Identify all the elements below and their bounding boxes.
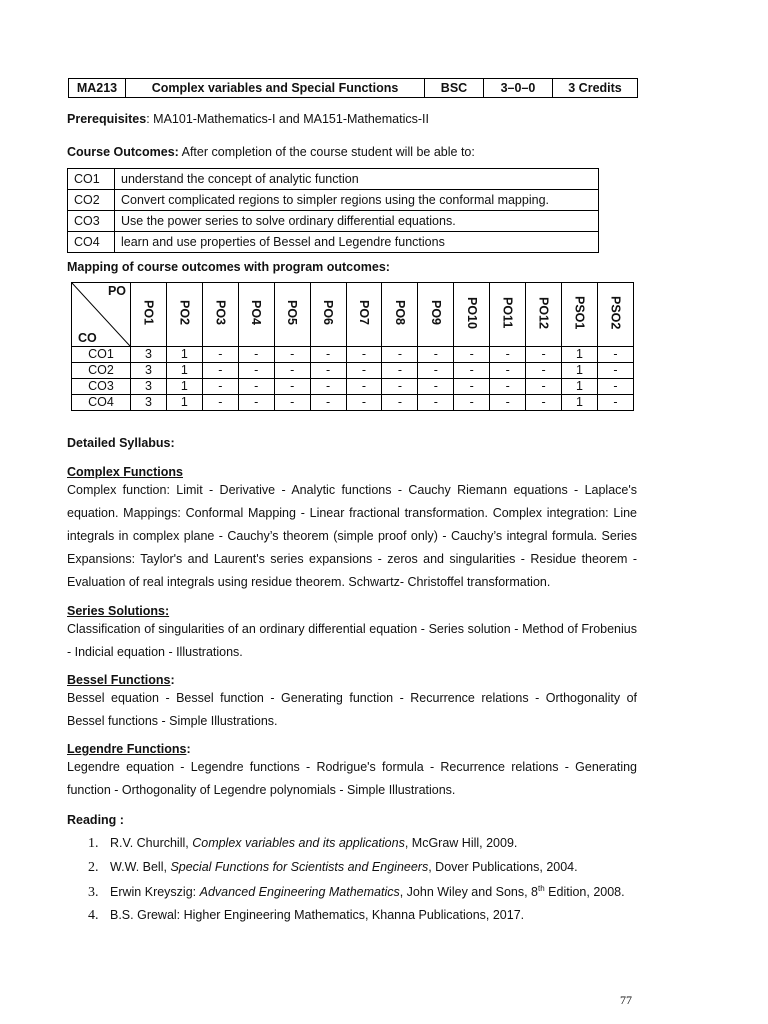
mapping-row [72, 395, 634, 411]
mapping-cell: - [597, 379, 633, 395]
mapping-column-header [310, 283, 346, 347]
reading-number: 3. [88, 885, 99, 901]
course-outcomes-intro-text: After completion of the course student will be able to: [178, 145, 475, 159]
mapping-cell: - [490, 379, 526, 395]
mapping-column-header [418, 283, 454, 347]
reading-author: B.S. Grewal: Higher Engineering Mathematics, Khanna Publications, 2017. [110, 908, 525, 922]
reading-publisher: , McGraw Hill, 2009. [404, 836, 518, 850]
mapping-cell: - [202, 395, 238, 411]
mapping-column-label: PSO1 [572, 296, 587, 330]
mapping-cell: - [454, 379, 490, 395]
co-text: understand the concept of analytic function [115, 169, 599, 190]
mapping-column-header [454, 283, 490, 347]
mapping-row-co: CO3 [72, 379, 131, 395]
mapping-cell: - [418, 347, 454, 363]
mapping-cell: - [526, 363, 562, 379]
reading-item [88, 884, 625, 901]
mapping-column-label: PO7 [356, 300, 371, 326]
section-complex-functions [67, 465, 637, 594]
mapping-column-header [382, 283, 418, 347]
course-code: MA213 [69, 79, 126, 98]
course-outcomes-intro [67, 145, 475, 159]
mapping-cell: - [526, 395, 562, 411]
mapping-cell: - [382, 395, 418, 411]
section-text: Complex function: Limit - Derivative - Analytic functions - Cauchy Riemann equations - Laplace's equation. Mappings: Conformal Mapping - Linear fractional transformation. Complex integration: Line integrals in complex plane - Cauchy’s theorem (simple proof only) - Cauchy’s integral formula. Series Expansions: Taylor's and Laurent's series expansions - zeros and singularities - Residue theorem - Evaluation of real integrals using residue theorem. Schwartz- Christoffel transformation. [67, 483, 637, 589]
section-title-suffix: : [186, 742, 191, 756]
mapping-cell: - [346, 347, 382, 363]
mapping-cell: - [490, 363, 526, 379]
detailed-syllabus-heading: Detailed Syllabus: [67, 436, 175, 450]
mapping-column-header [526, 283, 562, 347]
mapping-row [72, 379, 634, 395]
table-row [68, 169, 599, 190]
mapping-cell: - [490, 347, 526, 363]
course-ltp: 3–0–0 [484, 79, 553, 98]
mapping-cell: - [238, 363, 274, 379]
mapping-column-header [562, 283, 598, 347]
mapping-column-header [597, 283, 633, 347]
mapping-cell: - [597, 363, 633, 379]
prerequisites [67, 112, 429, 126]
mapping-column-header [166, 283, 202, 347]
section-title: Complex Functions [67, 465, 183, 479]
mapping-cell: - [310, 379, 346, 395]
mapping-header-row [72, 283, 634, 347]
mapping-cell: - [454, 363, 490, 379]
mapping-column-header [490, 283, 526, 347]
course-outcomes-label: Course Outcomes: [67, 145, 179, 159]
reading-number: 1. [88, 836, 99, 851]
mapping-cell: - [238, 379, 274, 395]
section-bessel-functions [67, 673, 637, 733]
mapping-cell: - [274, 379, 310, 395]
mapping-cell: - [346, 379, 382, 395]
mapping-cell: - [346, 363, 382, 379]
mapping-cell: 1 [562, 347, 598, 363]
mapping-column-label: PO10 [464, 297, 479, 329]
co-id: CO3 [68, 211, 115, 232]
mapping-column-header [202, 283, 238, 347]
mapping-cell: 3 [131, 347, 167, 363]
section-title-suffix: : [170, 673, 175, 687]
mapping-cell: - [526, 347, 562, 363]
mapping-cell: - [454, 395, 490, 411]
section-title: Series Solutions: [67, 604, 170, 618]
section-text: Bessel equation - Bessel function - Generating function - Recurrence relations - Orthogonality of Bessel functions - Simple Illustrations. [67, 691, 637, 728]
mapping-cell: - [490, 395, 526, 411]
table-row [68, 232, 599, 253]
mapping-cell: - [346, 395, 382, 411]
mapping-column-label: PO4 [249, 300, 264, 326]
reading-author: Erwin Kreyszig: [110, 885, 200, 900]
mapping-column-label: PO11 [500, 297, 515, 329]
mapping-cell: - [382, 363, 418, 379]
mapping-cell: 1 [166, 363, 202, 379]
mapping-column-header [274, 283, 310, 347]
mapping-cell: 3 [131, 395, 167, 411]
mapping-cell: - [418, 379, 454, 395]
mapping-title: Mapping of course outcomes with program outcomes: [67, 260, 390, 274]
reading-number: 2. [88, 860, 99, 875]
prerequisites-label: Prerequisites [67, 112, 147, 126]
reading-publisher: , John Wiley and Sons, 8 [399, 885, 539, 900]
co-id: CO2 [68, 190, 115, 211]
table-row [68, 190, 599, 211]
course-title: Complex variables and Special Functions [126, 79, 425, 98]
mapping-row-co: CO2 [72, 363, 131, 379]
mapping-cell: - [526, 379, 562, 395]
mapping-column-label: PO5 [285, 300, 300, 326]
mapping-cell: - [274, 347, 310, 363]
reading-author: W.W. Bell, [110, 860, 171, 874]
reading-book-title: Complex variables and its applications [192, 836, 405, 850]
mapping-column-header [346, 283, 382, 347]
mapping-column-label: PO2 [177, 300, 192, 326]
mapping-cell: - [454, 347, 490, 363]
co-id: CO4 [68, 232, 115, 253]
mapping-cell: - [418, 363, 454, 379]
course-category: BSC [425, 79, 484, 98]
mapping-corner-cell [72, 283, 131, 347]
section-legendre-functions [67, 742, 637, 802]
co-po-mapping-table [71, 282, 634, 411]
mapping-cell: - [382, 347, 418, 363]
course-header-table [68, 78, 638, 98]
reading-item [88, 860, 578, 876]
co-text: Use the power series to solve ordinary differential equations. [115, 211, 599, 232]
mapping-row-co: CO1 [72, 347, 131, 363]
corner-po-label: PO [107, 284, 126, 298]
mapping-row [72, 363, 634, 379]
mapping-cell: 3 [131, 379, 167, 395]
reading-book-title: Advanced Engineering Mathematics [199, 885, 400, 900]
co-text: Convert complicated regions to simpler regions using the conformal mapping. [115, 190, 599, 211]
co-id: CO1 [68, 169, 115, 190]
mapping-row-co: CO4 [72, 395, 131, 411]
co-text: learn and use properties of Bessel and Legendre functions [115, 232, 599, 253]
mapping-cell: - [310, 363, 346, 379]
mapping-cell: 1 [562, 395, 598, 411]
section-title: Legendre Functions [67, 742, 187, 756]
reading-superscript: th [538, 884, 545, 893]
reading-edition: Edition, 2008. [544, 885, 625, 900]
section-text: Classification of singularities of an ordinary differential equation - Series solution - Method of Frobenius - Indicial equation - Illustrations. [67, 622, 637, 659]
mapping-cell: - [202, 363, 238, 379]
mapping-column-label: PSO2 [608, 296, 623, 330]
mapping-cell: - [310, 395, 346, 411]
mapping-column-header [238, 283, 274, 347]
mapping-cell: 3 [131, 363, 167, 379]
reading-item [88, 908, 524, 924]
mapping-cell: 1 [166, 379, 202, 395]
reading-number: 4. [88, 908, 99, 923]
mapping-cell: 1 [166, 395, 202, 411]
section-text: Legendre equation - Legendre functions - Rodrigue's formula - Recurrence relations - Generating function - Orthogonality of Legendre polynomials - Simple Illustrations. [67, 760, 637, 797]
reading-author: R.V. Churchill, [110, 836, 193, 850]
mapping-cell: 1 [166, 347, 202, 363]
reading-item [88, 836, 517, 852]
table-row [68, 211, 599, 232]
mapping-cell: - [418, 395, 454, 411]
mapping-cell: - [597, 347, 633, 363]
mapping-column-label: PO12 [536, 297, 551, 329]
mapping-cell: - [274, 363, 310, 379]
mapping-row [72, 347, 634, 363]
mapping-cell: - [310, 347, 346, 363]
section-series-solutions [67, 604, 637, 664]
mapping-column-label: PO9 [428, 300, 443, 326]
course-outcomes-table [67, 168, 599, 253]
prerequisites-text: : MA101-Mathematics-I and MA151-Mathematics-II [146, 112, 429, 126]
reading-book-title: Special Functions for Scientists and Engineers [170, 860, 429, 874]
section-title: Bessel Functions [67, 673, 171, 687]
reading-publisher: , Dover Publications, 2004. [428, 860, 578, 874]
mapping-column-header [131, 283, 167, 347]
mapping-column-label: PO1 [141, 300, 156, 326]
course-credits: 3 Credits [553, 79, 638, 98]
corner-co-label: CO [78, 331, 97, 345]
mapping-cell: - [202, 347, 238, 363]
mapping-cell: - [238, 395, 274, 411]
mapping-cell: 1 [562, 363, 598, 379]
mapping-cell: - [382, 379, 418, 395]
mapping-cell: - [597, 395, 633, 411]
mapping-cell: - [202, 379, 238, 395]
mapping-cell: 1 [562, 379, 598, 395]
mapping-cell: - [238, 347, 274, 363]
mapping-body [72, 347, 634, 411]
mapping-column-label: PO3 [213, 300, 228, 326]
mapping-column-label: PO8 [392, 300, 407, 326]
reading-heading: Reading : [67, 813, 124, 827]
mapping-column-label: PO6 [321, 300, 336, 326]
mapping-cell: - [274, 395, 310, 411]
page-number: 77 [620, 993, 632, 1007]
